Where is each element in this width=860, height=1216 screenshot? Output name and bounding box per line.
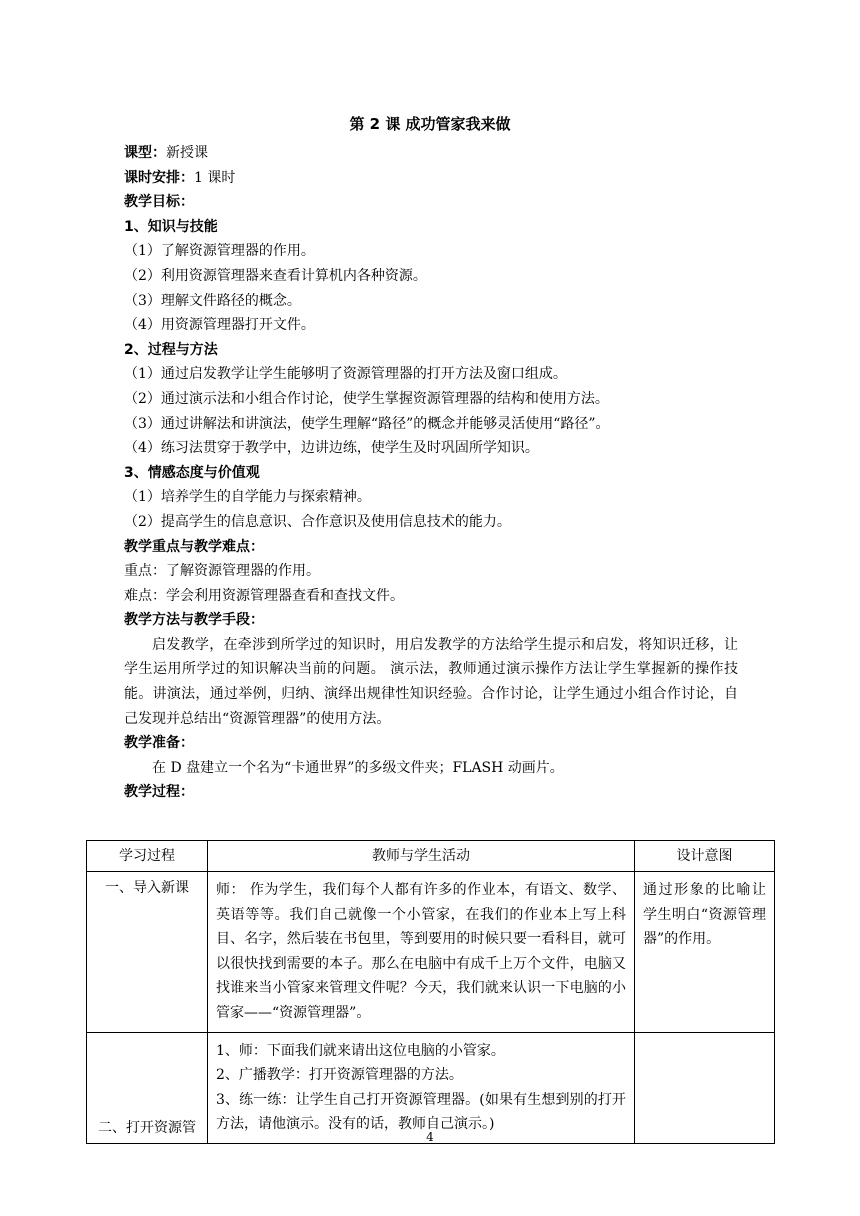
document-body [124, 141, 738, 805]
objective-item: （1）通过启发教学让学生能够明了资源管理器的打开方法及窗口组成。 [124, 366, 567, 383]
header-intent: 设计意图 [635, 841, 775, 872]
activity-line: 3、练一练：让学生自己打开资源管理器。(如果有生想到别的打开方法，请他演示。没有的话，教师自己演示。) [216, 1091, 626, 1133]
key-point-focus: 重点：了解资源管理器的作用。 [124, 563, 320, 580]
objective-item: （4）用资源管理器打开文件。 [124, 317, 315, 334]
activity-line: 2、广播教学：打开资源管理器的方法。 [216, 1067, 463, 1084]
table-header-row [87, 841, 775, 872]
objective-item: （2）提高学生的信息意识、合作意识及使用信息技术的能力。 [124, 513, 511, 530]
table-row [87, 872, 775, 1033]
objectives-heading: 教学目标： [124, 194, 194, 211]
preparation-paragraph: 在 D 盘建立一个名为“卡通世界”的多级文件夹；FLASH 动画片。 [152, 759, 564, 776]
schedule-label: 课时安排： [124, 169, 194, 186]
objective-item: （4）练习法贯穿于教学中，边讲边练，使学生及时巩固所学知识。 [124, 440, 539, 457]
objective-item: （3）通过讲解法和讲演法，使学生理解“路径”的概念并能够灵活使用“路径”。 [124, 415, 610, 432]
objective-item: （1）了解资源管理器的作用。 [124, 243, 315, 260]
lesson-type-value: 新授课 [166, 145, 208, 161]
row-phase: 一、导入新课 [87, 872, 208, 1033]
objective-item: （2）利用资源管理器来查看计算机内各种资源。 [124, 267, 427, 284]
header-phase: 学习过程 [87, 841, 208, 872]
row-phase: 二、打开资源管 [87, 1032, 208, 1143]
objective-heading-knowledge: 1、知识与技能 [124, 218, 218, 235]
objective-item: （1）培养学生的自学能力与探索精神。 [124, 489, 371, 506]
table-row [87, 1032, 775, 1143]
row-activity [208, 1032, 635, 1143]
methods-paragraph: 启发教学，在牵涉到所学过的知识时，用启发教学的方法给学生提示和启发，将知识迁移，让学生运用所学过的知识解决当前的问题。 演示法，教师通过演示操作方法让学生掌握新的操作技能。讲演法，通过举例，归纳、演绎出规律性知识经验。合作讨论，让学生通过小组合作讨论，自己发现并总结出“资源管理器”的使用方法。 [124, 636, 738, 727]
schedule-value: 1 课时 [194, 169, 236, 186]
row-intent: 通过形象的比喻让学生明白“资源管理器”的作用。 [635, 872, 775, 1033]
objective-item: （3）理解文件路径的概念。 [124, 292, 301, 309]
objective-heading-process: 2、过程与方法 [124, 341, 218, 358]
row-activity [208, 872, 635, 1033]
key-points-heading: 教学重点与教学难点： [124, 538, 264, 555]
process-table [86, 840, 775, 1144]
header-activity: 教师与学生活动 [208, 841, 635, 872]
process-heading: 教学过程： [124, 784, 194, 801]
methods-heading: 教学方法与教学手段： [124, 612, 264, 629]
schedule [124, 166, 738, 191]
activity-line: 1、师：下面我们就来请出这位电脑的小管家。 [216, 1042, 505, 1059]
lesson-title: 第 2 课 成功管家我来做 [349, 115, 511, 133]
page-number: 4 [426, 1130, 434, 1144]
row-intent [635, 1032, 775, 1143]
lesson-type [124, 141, 738, 166]
objective-item: （2）通过演示法和小组合作讨论，使学生掌握资源管理器的结构和使用方法。 [124, 390, 609, 407]
key-point-difficulty: 难点：学会利用资源管理器查看和查找文件。 [124, 587, 404, 604]
preparation-heading: 教学准备： [124, 735, 194, 752]
objective-heading-attitude: 3、情感态度与价值观 [124, 464, 260, 481]
activity-line: 师： 作为学生，我们每个人都有许多的作业本，有语文、数学、英语等等。我们自己就像一个小管家，在我们的作业本上写上科目、名字，然后装在书包里，等到要用的时候只要一看科目，就可以很快找到需要的本子。那么在电脑中有成千上万个文件，电脑又找谁来当小管家来管理文件呢？今天，我们就来认识一下电脑的小管家——“资源管理器”。 [216, 882, 626, 1021]
lesson-type-label: 课型： [124, 145, 166, 161]
